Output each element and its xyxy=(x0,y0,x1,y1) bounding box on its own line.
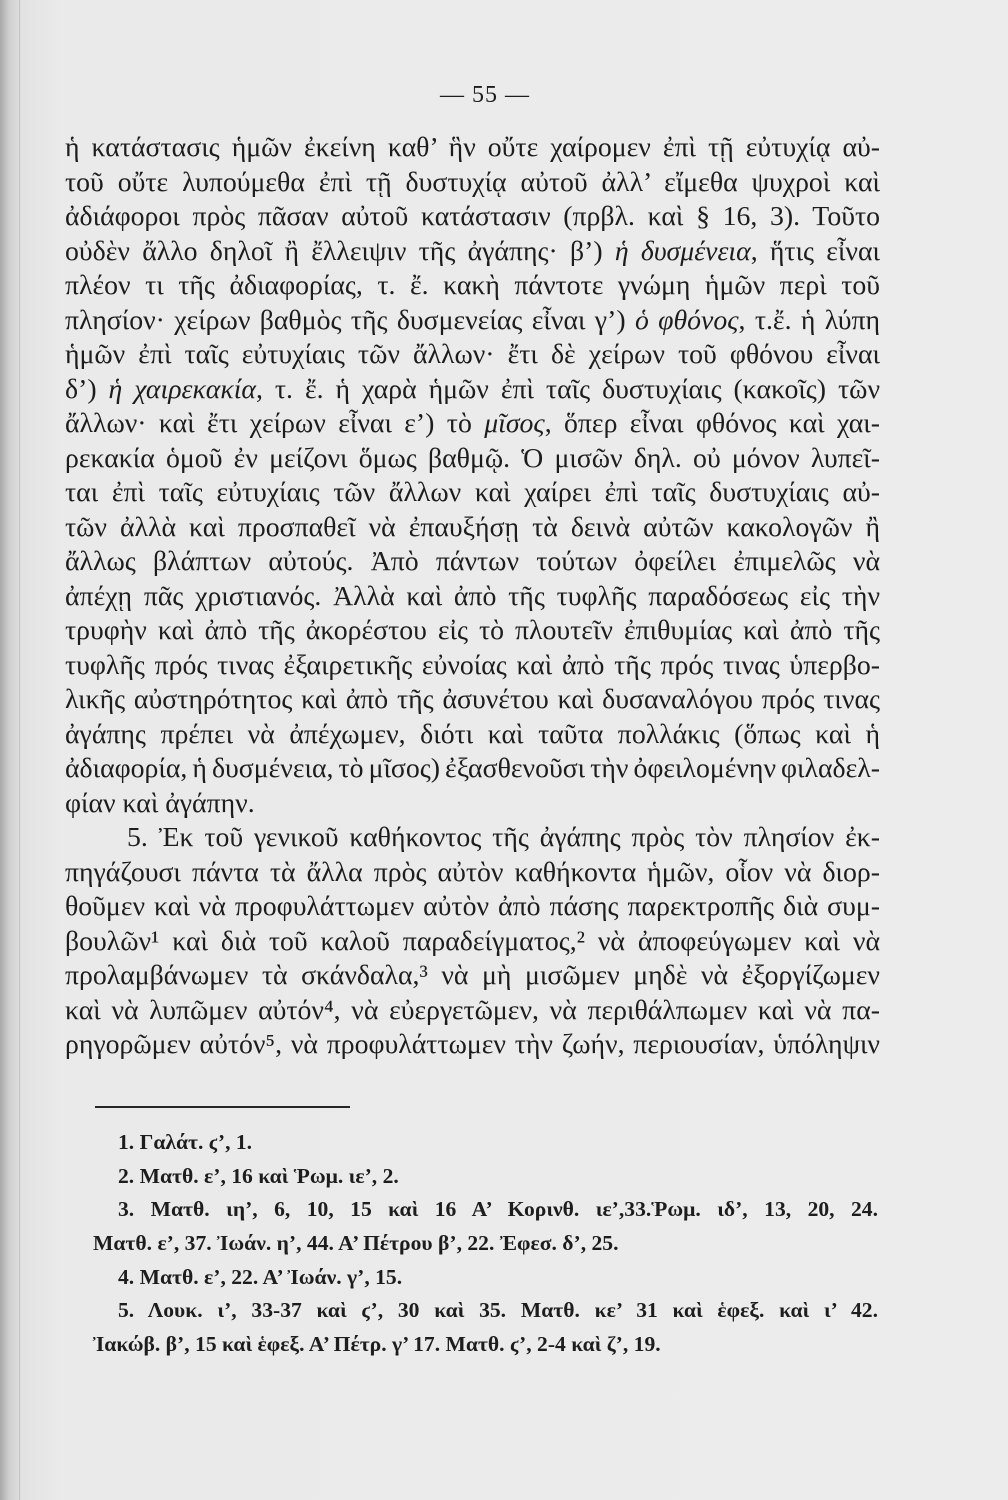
line-segment: δ’) xyxy=(65,373,109,405)
line-segment: , τ. ἔ. ἡ χαρὰ ἡμῶν ἐπὶ ταῖς δυστυχίαις (κακοῖς) τῶν xyxy=(256,373,880,405)
text-line: πλέον τι τῆς ἀδιαφορίας, τ. ἔ. κακὴ πάντοτε γνώμη ἡμῶν περὶ τοῦ xyxy=(65,270,880,301)
footnote-line: 1. Γαλάτ. ϛ’, 1. xyxy=(118,1130,253,1154)
text-line: ἄλλως βλάπτων αὐτούς. Ἀπὸ πάντων τούτων ὀφείλει ἐπιμελῶς νὰ xyxy=(65,546,880,577)
text-line: ρηγορῶμεν αὐτόν⁵, νὰ προφυλάττωμεν τὴν ζωήν, περιουσίαν, ὑπόληψιν xyxy=(65,1029,880,1060)
line-segment: ἄλλων· καὶ ἔτι χείρων εἶναι ε’) τὸ xyxy=(65,408,485,439)
footnote-line: Ματθ. ε’, 37. Ἰωάν. η’, 44. Α’ Πέτρου β’, 22. Ἐφεσ. δ’, 25. xyxy=(93,1231,619,1256)
paragraph-2 xyxy=(65,821,880,1063)
line-segment: , ἥτις εἶναι xyxy=(750,235,880,267)
text-line: πηγάζουσι πάντα τὰ ἄλλα πρὸς αὐτὸν καθήκοντα ἡμῶν, οἷον νὰ διορ- xyxy=(65,856,880,888)
text-line: ἡ κατάστασις ἡμῶν ἐκείνη καθ’ ἣν οὔτε χαίρομεν ἐπὶ τῇ εὐτυχίᾳ αὐ- xyxy=(65,132,880,163)
footnote-line: 4. Ματθ. ε’, 22. Α’ Ἰωάν. γ’, 15. xyxy=(118,1264,403,1289)
emphasized-term: μῖσος xyxy=(484,408,545,439)
line-segment: πλησίον· χείρων βαθμὸς τῆς δυσμενείας εἶναι γ’) xyxy=(65,304,635,336)
footnote-separator xyxy=(95,1106,350,1108)
footnotes xyxy=(93,1126,878,1362)
footnote-line: 3. Ματθ. ιη’, 6, 10, 15 καὶ 16 Α’ Κορινθ. ιε’,33.Ῥωμ. ιδ’, 13, 20, 24. xyxy=(118,1197,878,1222)
footnote xyxy=(93,1193,878,1260)
line-segment: , τ.ἔ. ἡ λύπη xyxy=(738,304,880,336)
footnote-line: Ἰακώβ. β’, 15 καὶ ἑφεξ. Α’ Πέτρ. γ’ 17. Ματθ. ϛ’, 2-4 καὶ ζ’, 19. xyxy=(93,1332,661,1357)
emphasized-term: ἡ χαιρεκακία xyxy=(108,373,256,405)
footnote-line: 5. Λουκ. ι’, 33-37 καὶ ϛ’, 30 καὶ 35. Ματθ. κε’ 31 καὶ ἑφεξ. καὶ ι’ 42. xyxy=(118,1298,878,1323)
text-line xyxy=(65,235,880,270)
line-segment: , ὅπερ εἶναι φθόνος καὶ χαι- xyxy=(544,408,880,439)
line-segment: οὐδὲν ἄλλο δηλοῖ ἢ ἔλλειψιν τῆς ἀγάπης· β’) xyxy=(65,235,615,267)
text-line: βουλῶν¹ καὶ διὰ τοῦ καλοῦ παραδείγματος,² νὰ ἀποφεύγωμεν καὶ νὰ xyxy=(65,925,880,957)
text-line: ται ἐπὶ ταῖς εὐτυχίαις τῶν ἄλλων καὶ χαίρει ἐπὶ ταῖς δυστυχίαις αὐ- xyxy=(65,477,880,508)
emphasized-term: ἡ δυσμένεια xyxy=(614,235,751,267)
text-line xyxy=(65,304,880,339)
page-number: — 55 — xyxy=(440,82,530,108)
text-line: καὶ νὰ λυπῶμεν αὐτόν⁴, νὰ εὐεργετῶμεν, νὰ περιθάλπωμεν καὶ νὰ πα- xyxy=(65,994,880,1026)
text-line: ρεκακία ὁμοῦ ἐν μείζονι ὅμως βαθμῷ. Ὁ μισῶν δηλ. οὐ μόνον λυπεῖ- xyxy=(65,442,880,474)
text-line: τῶν ἀλλὰ καὶ προσπαθεῖ νὰ ἐπαυξήσῃ τὰ δεινὰ αὐτῶν κακολογῶν ἢ xyxy=(65,511,880,543)
footnote xyxy=(93,1126,878,1160)
text-line: φίαν καὶ ἀγάπην. xyxy=(65,787,255,819)
footnote-line: 2. Ματθ. ε’, 16 καὶ Ῥωμ. ιε’, 2. xyxy=(118,1163,399,1188)
text-line xyxy=(65,407,880,442)
text-line: ἀπέχῃ πᾶς χριστιανός. Ἀλλὰ καὶ ἀπὸ τῆς τυφλῆς παραδόσεως εἰς τὴν xyxy=(65,580,880,612)
paragraph-1 xyxy=(65,131,880,821)
scan-edge-line xyxy=(19,0,20,1500)
text-line: λικῆς αὐστηρότητος καὶ ἀπὸ τῆς ἀσυνέτου καὶ δυσαναλόγου πρός τινας xyxy=(65,684,880,715)
text-line: προλαμβάνωμεν τὰ σκάνδαλα,³ νὰ μὴ μισῶμεν μηδὲ νὰ ἐξοργίζωμεν xyxy=(65,960,880,991)
text-line: τρυφὴν καὶ ἀπὸ τῆς ἀκορέστου εἰς τὸ πλουτεῖν ἐπιθυμίας καὶ ἀπὸ τῆς xyxy=(65,615,880,646)
text-line: ἡμῶν ἐπὶ ταῖς εὐτυχίαις τῶν ἄλλων· ἔτι δὲ χείρων τοῦ φθόνου εἶναι xyxy=(65,339,880,370)
body-text xyxy=(65,131,880,1063)
footnote xyxy=(93,1294,878,1361)
text-line: ἀδιαφορία, ἡ δυσμένεια, τὸ μῖσος) ἐξασθενοῦσι τὴν ὀφειλομένην φιλαδελ- xyxy=(65,753,880,784)
text-line: ἀγάπης πρέπει νὰ ἀπέχωμεν, διότι καὶ ταῦτα πολλάκις (ὅπως καὶ ἡ xyxy=(65,718,880,750)
text-line: ἀδιάφοροι πρὸς πᾶσαν αὐτοῦ κατάστασιν (πρβλ. καὶ § 16, 3). Τοῦτο xyxy=(65,201,880,232)
footnote xyxy=(93,1160,878,1194)
text-line: 5. Ἐκ τοῦ γενικοῦ καθήκοντος τῆς ἀγάπης πρὸς τὸν πλησίον ἐκ- xyxy=(127,822,880,853)
text-line: τυφλῆς πρός τινας ἐξαιρετικῆς εὐνοίας καὶ ἀπὸ τῆς πρός τινας ὑπερβο- xyxy=(65,649,880,681)
text-line xyxy=(65,373,880,408)
emphasized-term: ὁ φθόνος xyxy=(634,304,739,336)
text-line: θοῦμεν καὶ νὰ προφυλάττωμεν αὐτὸν ἀπὸ πάσης παρεκτροπῆς διὰ συμ- xyxy=(65,891,880,922)
text-line: τοῦ οὔτε λυπούμεθα ἐπὶ τῇ δυστυχίᾳ αὐτοῦ ἀλλ’ εἴμεθα ψυχροὶ καὶ xyxy=(65,166,880,198)
footnote xyxy=(93,1261,878,1295)
